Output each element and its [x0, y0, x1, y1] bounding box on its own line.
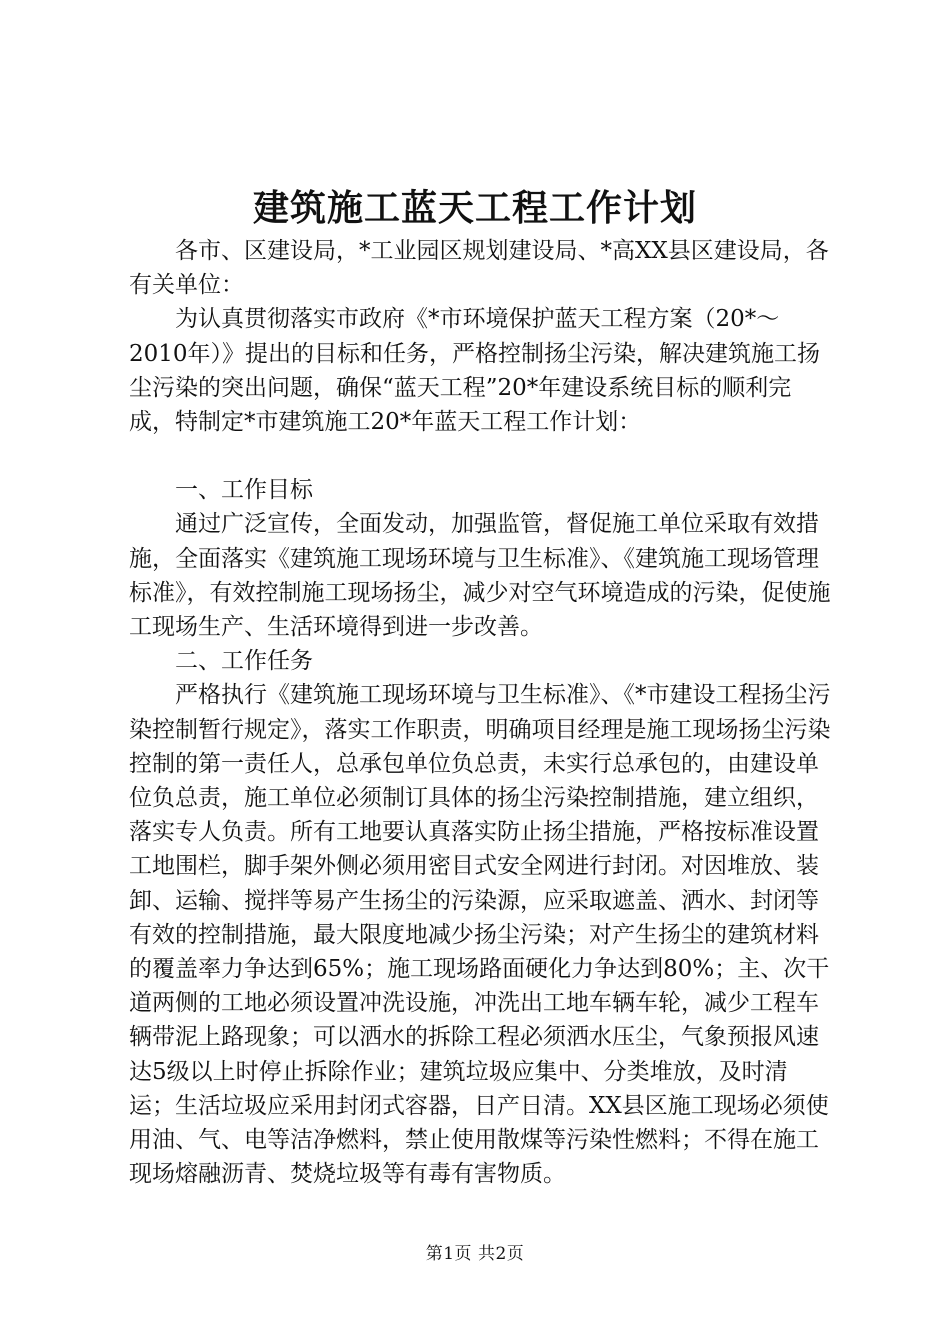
- tasks-paragraph: 严格执行《建筑施工现场环境与卫生标准》、《*市建设工程扬尘污染控制暂行规定》，落实工作职责，明确项目经理是施工现场扬尘污染控制的第一责任人，总承包单位负总责，未实行总承包的，由建设单位负总责，施工单位必须制订具体的扬尘污染控制措施，建立组织，落实专人负责。所有工地要认真落实防止扬尘措施，严格按标准设置工地围栏，脚手架外侧必须用密目式安全网进行封闭。对因堆放、装卸、运输、搅拌等易产生扬尘的污染源，应采取遮盖、洒水、封闭等有效的控制措施，最大限度地减少扬尘污染；对产生扬尘的建筑材料的覆盖率力争达到65%；施工现场路面硬化力争达到80%；主、次干道两侧的工地必须设置冲洗设施，冲洗出工地车辆车轮，减少工程车辆带泥上路现象；可以洒水的拆除工程必须洒水压尘，气象预报风速达5级以上时停止拆除作业；建筑垃圾应集中、分类堆放，及时清运；生活垃圾应采用封闭式容器，日产日清。XX县区施工现场必须使用油、气、电等洁净燃料，禁止使用散煤等污染性燃料；不得在施工现场熔融沥青、焚烧垃圾等有毒有害物质。: [129, 682, 831, 1188]
- section-heading-goals: 一、工作目标: [175, 477, 313, 504]
- goals-paragraph: 通过广泛宣传，全面发动，加强监管，督促施工单位采取有效措施，全面落实《建筑施工现场环境与卫生标准》、《建筑施工现场管理标准》，有效控制施工现场扬尘，减少对空气环境造成的污染，促使施工现场生产、生活环境得到进一步改善。: [129, 511, 831, 641]
- document-body: [129, 234, 831, 1191]
- document-title: 建筑施工蓝天工程工作计划: [252, 187, 697, 229]
- intro-paragraph: 为认真贯彻落实市政府《*市环境保护蓝天工程方案（20*～2010年）》提出的目标和任务，严格控制扬尘污染，解决建筑施工扬尘污染的突出问题，确保“蓝天工程”20*年建设系统目标的顺利完成，特制定*市建筑施工20*年蓝天工程工作计划：: [129, 306, 821, 436]
- page-number-footer: 第1页 共2页: [425, 1244, 525, 1264]
- salutation-paragraph: 各市、区建设局，*工业园区规划建设局、*高XX县区建设局，各有关单位：: [129, 238, 829, 299]
- section-heading-tasks: 二、工作任务: [175, 648, 313, 675]
